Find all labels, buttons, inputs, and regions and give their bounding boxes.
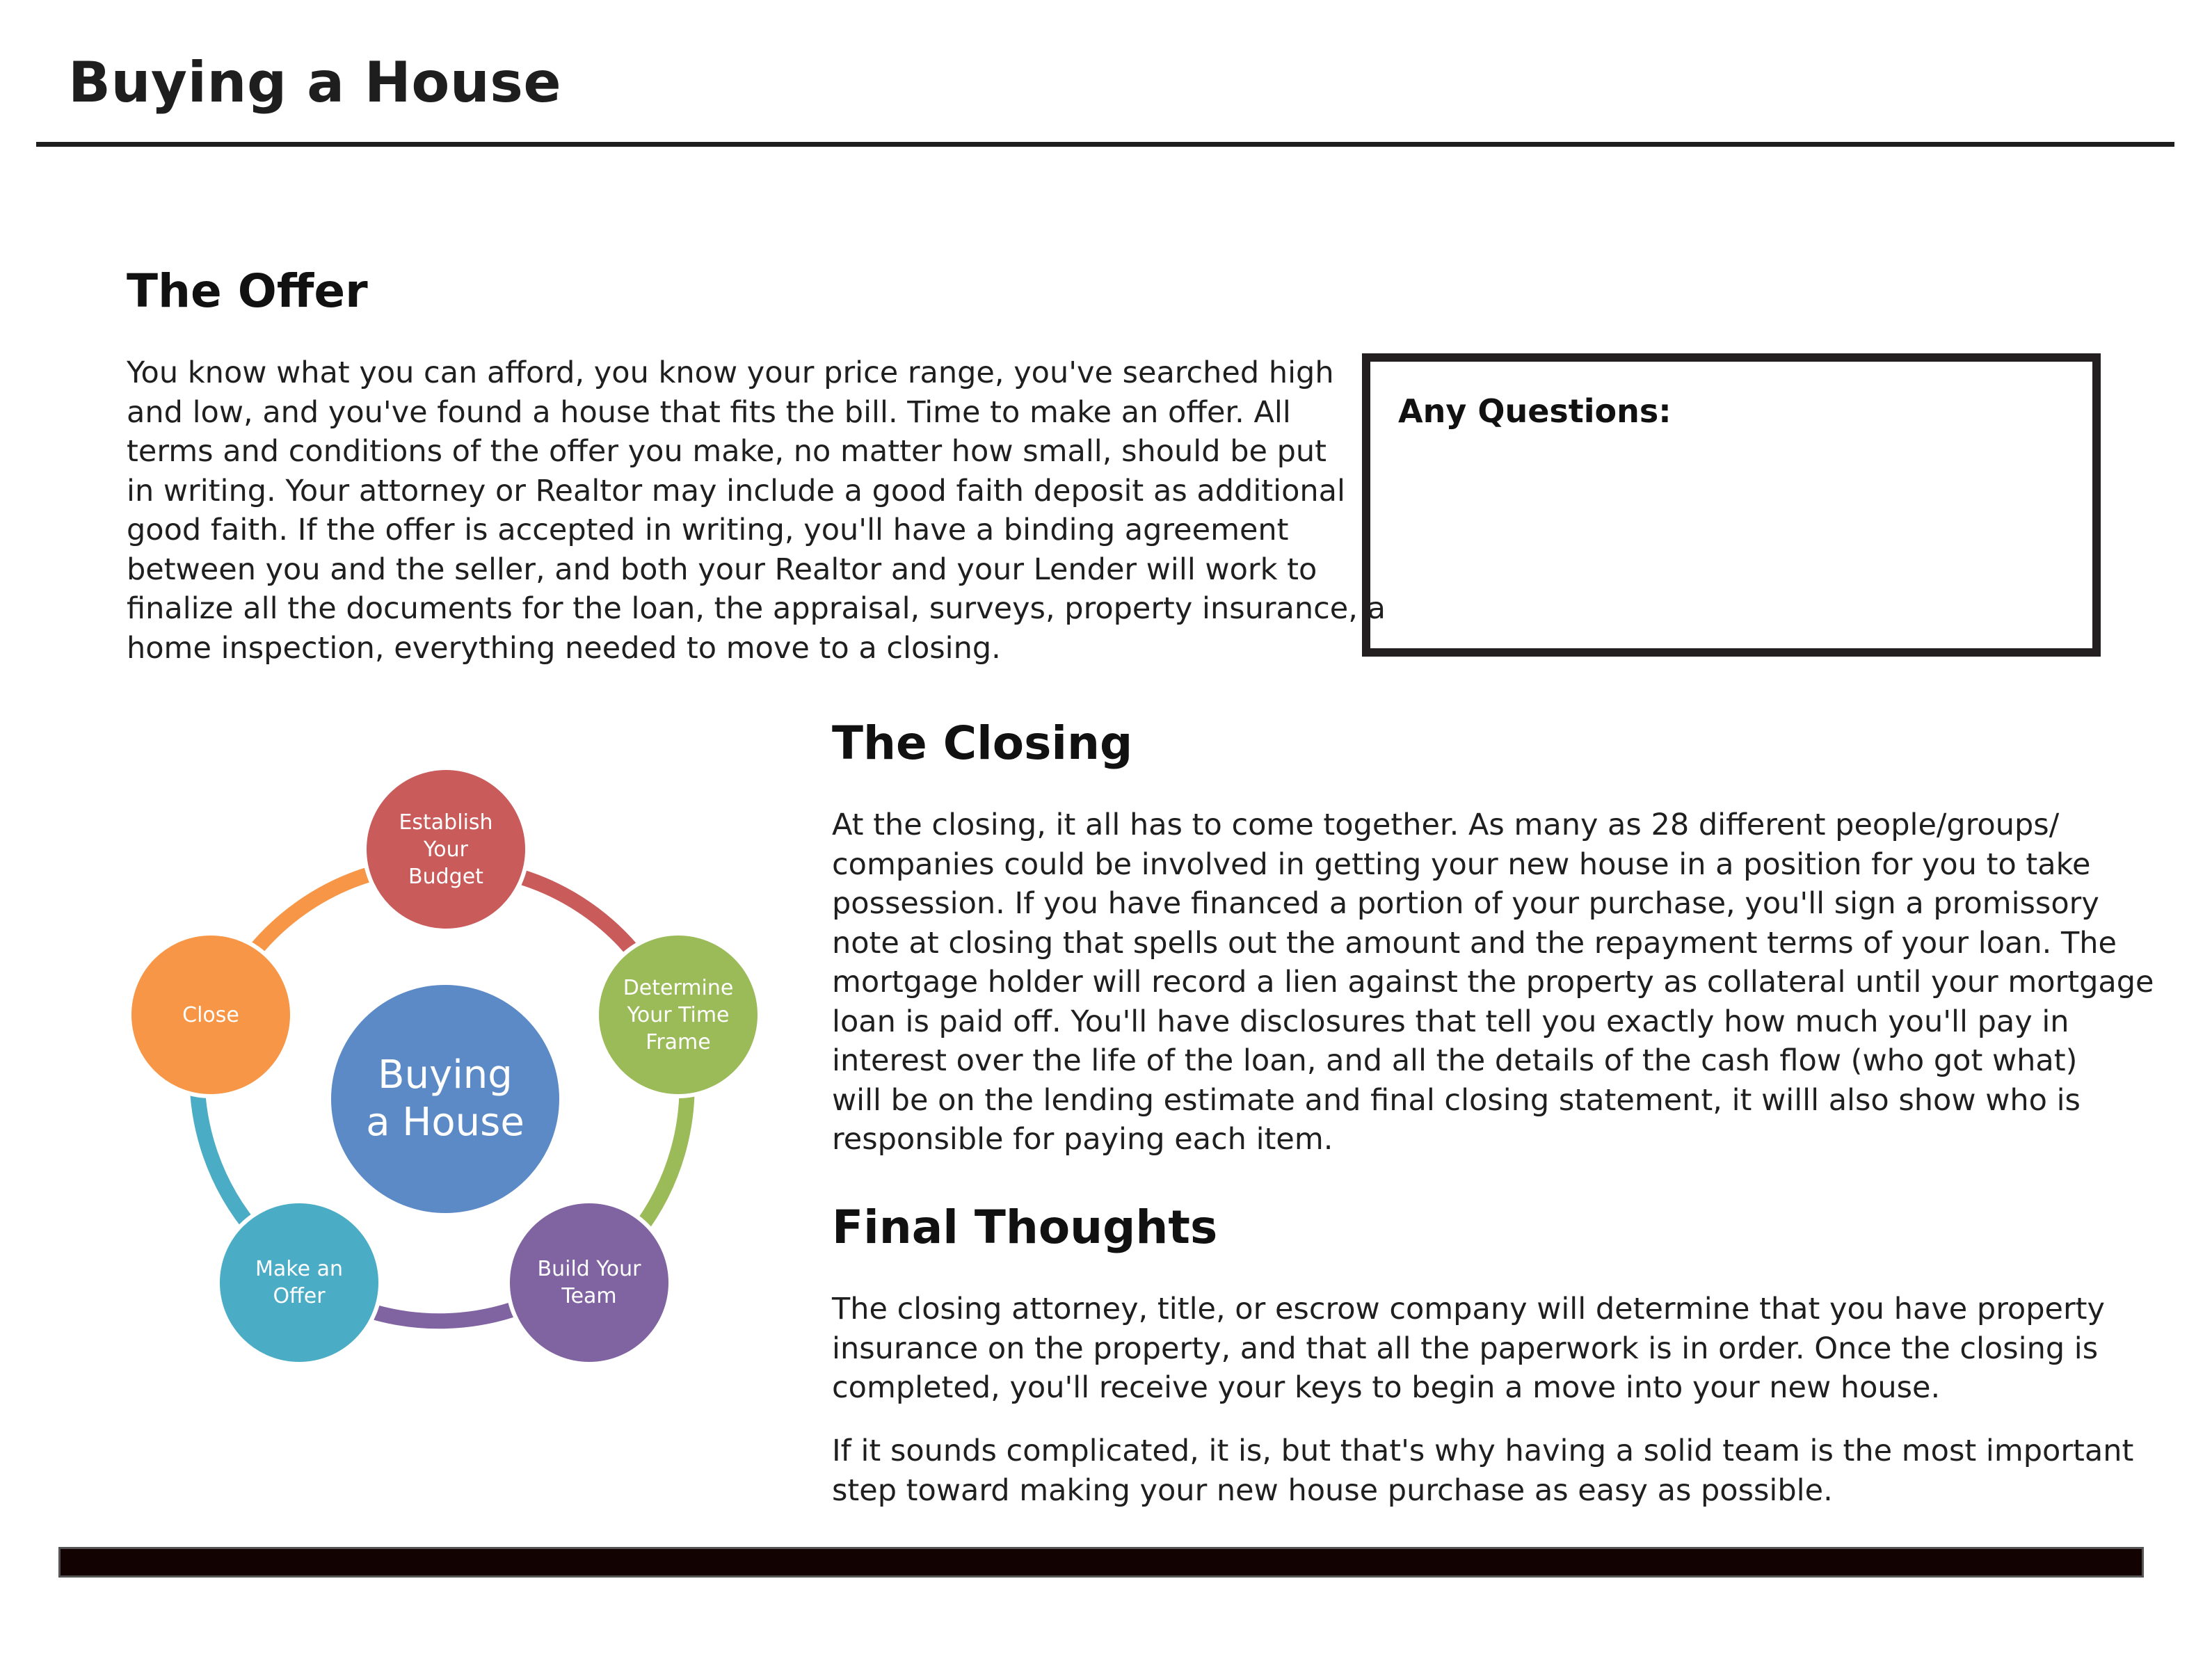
closing-paragraph [832,805,2154,1160]
final-thoughts-line: step toward making your new house purchase as easy as possible. [832,1473,1833,1508]
final-thoughts-line: completed, you'll receive your keys to begin a move into your new house. [832,1370,1941,1405]
offer-line: in writing. Your attorney or Realtor may include a good faith deposit as additional [127,473,1345,508]
closing-line: responsible for paying each item. [832,1122,1333,1157]
page-title: Buying a House [68,50,562,115]
offer-line: between you and the seller, and both your Realtor and your Lender will work to [127,552,1317,587]
step-determine-time-frame [595,931,762,1098]
title-divider [36,142,2174,147]
offer-line: good faith. If the offer is accepted in writing, you'll have a binding agreement [127,513,1289,547]
footer-bar [58,1547,2144,1578]
closing-heading: The Closing [832,716,1133,770]
closing-line: note at closing that spells out the amount and the repayment terms of your loan. The [832,925,2117,961]
offer-line: home inspection, everything needed to move to a closing. [127,630,1001,666]
final-thoughts-paragraph-2 [832,1431,2133,1510]
final-thoughts-line: insurance on the property, and that all the paperwork is in order. Once the closing is [832,1331,2099,1366]
center-node-label: Buying a House [366,1052,524,1145]
closing-line: will be on the lending estimate and final closing statement, it willl also show who is [832,1082,2081,1118]
cycle-diagram [125,765,765,1377]
offer-heading: The Offer [127,264,368,318]
connector-budget-to-timeframe [524,878,638,957]
closing-line: companies could be involved in getting your new house in a position for you to take [832,846,2091,882]
step-close [127,931,294,1098]
connector-team-to-offer [376,1310,512,1321]
connector-close-to-budget [248,875,367,960]
closing-line: possession. If you have financed a portion of your purchase, you'll sign a promissory [832,886,2099,921]
offer-line: You know what you can afford, you know your price range, you've searched high [127,355,1334,390]
final-thoughts-line: If it sounds complicated, it is, but that's why having a solid team is the most important [832,1434,2134,1468]
offer-paragraph [127,353,1386,668]
final-thoughts-heading: Final Thoughts [832,1201,1218,1254]
offer-line: terms and conditions of the offer you make, no matter how small, should be put [127,434,1327,469]
step-label: Build Your Team [537,1257,641,1308]
closing-line: interest over the life of the loan, and all the details of the cash flow (who got what) [832,1043,2078,1078]
offer-line: finalize all the documents for the loan, the appraisal, surveys, property insurance, a [127,591,1386,626]
step-establish-budget [362,766,529,933]
closing-line: loan is paid off. You'll have disclosures that tell you exactly how much you'll pay in [832,1004,2069,1039]
questions-label: Any Questions: [1398,392,1672,430]
step-label: Determine Your Time Frame [623,975,734,1054]
closing-line: At the closing, it all has to come together. As many as 28 different people/groups/ [832,808,2060,842]
step-label: Establish Your Budget [399,810,493,889]
center-node [327,981,563,1217]
closing-line: mortgage holder will record a lien against the property as collateral until your mortgage [832,965,2154,1000]
final-thoughts-paragraph-1 [832,1290,2105,1408]
step-build-team [506,1199,673,1366]
offer-line: and low, and you've found a house that fits the bill. Time to make an offer. All [127,394,1291,430]
step-make-offer [216,1199,383,1366]
questions-box [1362,353,2101,657]
step-label: Close [182,1002,239,1027]
step-label: Make an Offer [255,1257,343,1308]
final-thoughts-line: The closing attorney, title, or escrow company will determine that you have property [832,1292,2105,1326]
